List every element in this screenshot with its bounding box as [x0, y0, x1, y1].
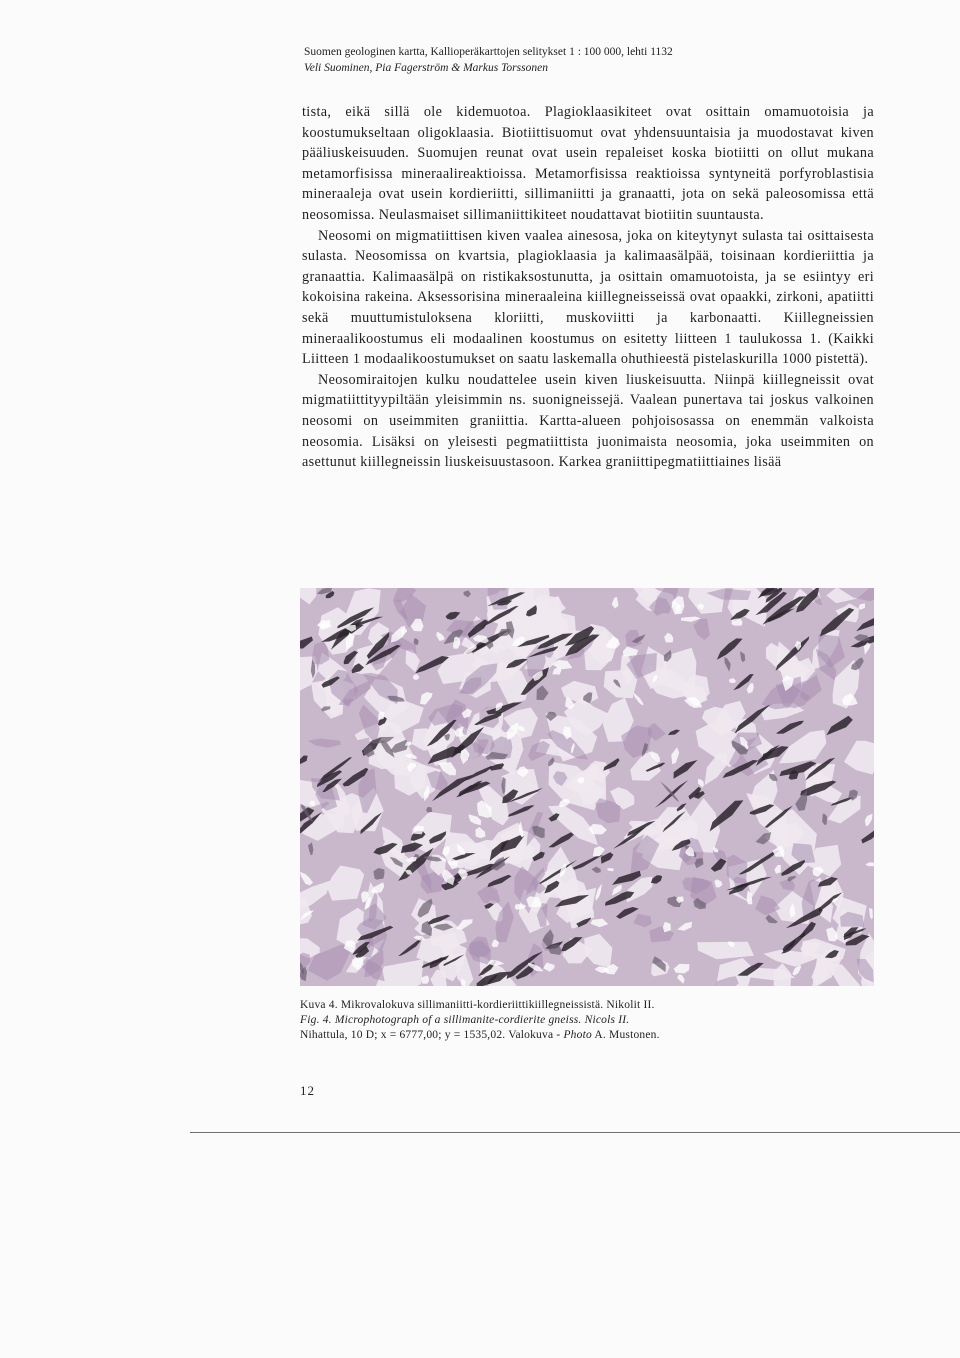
location-text: Nihattula, 10 D; x = 6777,00; y = 1535,02. Valokuva -	[300, 1029, 564, 1041]
caption-finnish: Kuva 4. Mikrovalokuva sillimaniitti-kordieriittikiillegneissistä. Nikolit II.	[300, 999, 655, 1011]
series-title: Suomen geologinen kartta, Kallioperäkarttojen selitykset 1 : 100 000, lehti 1132	[304, 46, 673, 58]
running-header	[304, 44, 904, 76]
body-text	[302, 102, 874, 473]
micrograph-image	[300, 588, 874, 986]
caption-location	[300, 1028, 880, 1043]
photo-label: Photo	[563, 1029, 592, 1041]
caption-english: Fig. 4. Microphotograph of a sillimanite-cordierite gneiss. Nicols II.	[300, 1014, 630, 1026]
paragraph: Neosomiraitojen kulku noudattelee usein kiven liuskeisuutta. Niinpä kiillegneissit ovat migmatiittityypiltään yleisimmin ns. suonigneissejä. Vaalean punertava tai joskus valkoinen neosomi on useimmiten graniittia. Kartta-alueen pohjoisosassa on enemmän valkoista neosomia. Lisäksi on yleisesti pegmatiittista juonimaista neosomia, joka useimmiten on asettunut kiillegneissin liuskeisuustasoon. Karkea graniittipegmatiittiaines lisää	[302, 371, 874, 471]
figure-caption	[300, 998, 880, 1043]
authors: Veli Suominen, Pia Fagerström & Markus Torssonen	[304, 62, 548, 74]
paragraph: Neosomi on migmatiittisen kiven vaalea ainesosa, joka on kiteytynyt sulasta tai osittaisesta sulasta. Neosomissa on kvartsia, plagioklaasia ja kalimaasälpää, toisinaan kordieriittia ja granaattia. Kalimaasälpä on ristikaksostunutta, ja osittain omamuotoista, ja se esiintyy eri kokoisina rakeina. Aksessorisina mineraaleina kiillegneisseissä ovat opaakki, zirkoni, apatiitti sekä muuttumistuloksena kloriitti, muskoviitti ja karbonaatti. Kiillegneissien mineraalikoostumus eli modaalinen koostumus on esitetty liitteen 1 taulukossa 1. (Kaikki Liitteen 1 modaalikoostumukset on saatu laskemalla ohuthieestä pistelaskurilla 1000 pistettä).	[302, 227, 874, 368]
micrograph-photo	[300, 588, 874, 986]
photographer: A. Mustonen.	[591, 1029, 660, 1041]
bottom-rule	[190, 1132, 960, 1133]
page-number: 12	[300, 1083, 315, 1098]
paragraph: tista, eikä sillä ole kidemuotoa. Plagioklaasikiteet ovat osittain omamuotoisia ja koostumukseltaan oligoklaasia. Biotiittisuomut ovat yhdensuuntaisia ja muodostavat kiven pääliuskeisuuden. Suomujen reunat ovat usein repaleiset koska biotiitti on ollut mukana metamorfisissa mineraalireaktioissa. Metamorfisissa reaktioissa syntyneitä porfyroblastisia mineraaleja ovat usein kordieriitti, sillimaniitti ja granaatti, jota on sekä paleosomissa että neosomissa. Neulasmaiset sillimaniittikiteet noudattavat biotiitin suuntausta.	[302, 104, 874, 223]
